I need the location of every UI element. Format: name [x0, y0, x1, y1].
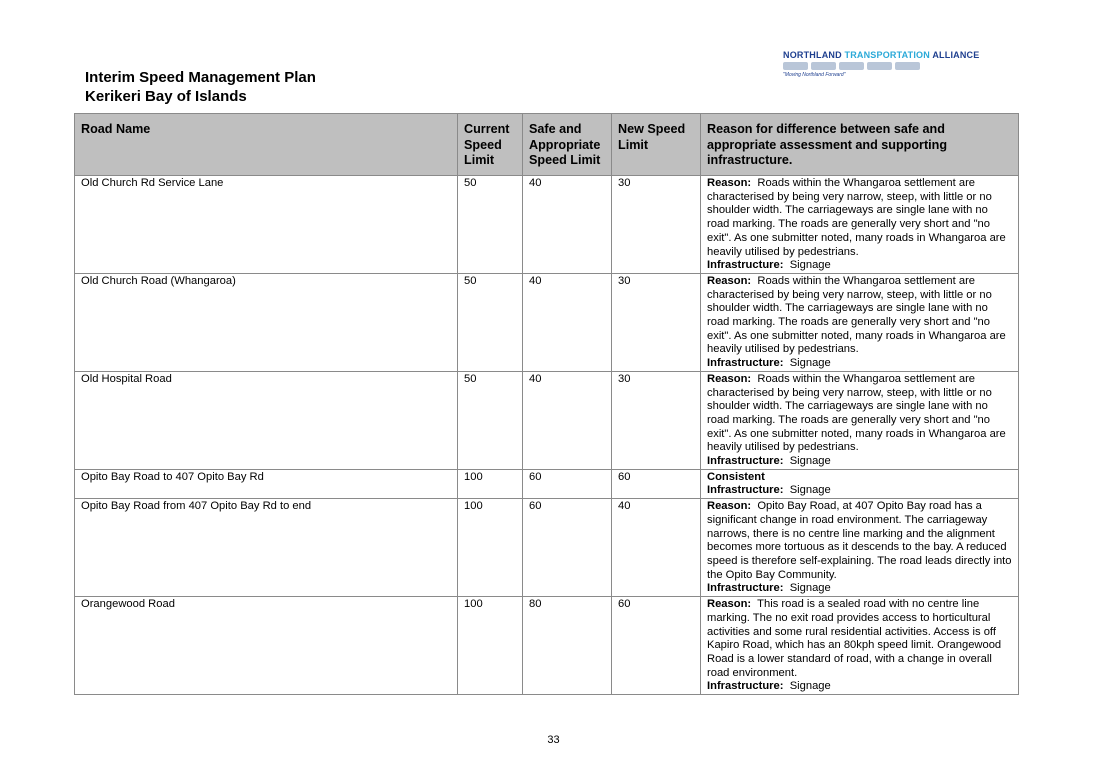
safe-speed-cell: 80: [523, 597, 612, 695]
partner-logo: [811, 62, 836, 70]
column-header-new-speed: New Speed Limit: [612, 114, 701, 176]
road-name-cell: Old Church Rd Service Lane: [75, 176, 458, 274]
road-name-cell: Opito Bay Road from 407 Opito Bay Rd to end: [75, 499, 458, 597]
table-row: [75, 469, 1019, 498]
reason-label: Consistent: [707, 470, 765, 483]
current-speed-cell: 50: [458, 371, 523, 469]
current-speed-cell: 100: [458, 469, 523, 498]
reason-text: Roads within the Whangaroa settlement are characterised by being very narrow, steep, with little or no shoulder width. The carriageways are single lane with no road marking. The roads are generally very short and "no exit". As one submitter noted, many roads in Whangaroa are heavily utilised by pedestrians.: [707, 177, 1006, 258]
reason-label: Reason:: [707, 500, 752, 513]
title-line-1: Interim Speed Management Plan: [85, 69, 316, 86]
reason-text: This road is a sealed road with no centre line marking. The no exit road provides access to horticultural activities and some rural residential activities. Access is off Kapiro Road, which has an 80kph speed limit. Orangewood Road is a lower standard of road, with a change in overall road environment.: [707, 598, 1002, 679]
reason-label: Reason:: [707, 177, 752, 189]
reason-cell: [701, 499, 1019, 597]
table-row: [75, 371, 1019, 469]
new-speed-cell: 30: [612, 371, 701, 469]
table-header-row: [75, 114, 1019, 176]
road-name-cell: Opito Bay Road to 407 Opito Bay Rd: [75, 469, 458, 498]
table-row: [75, 176, 1019, 274]
safe-speed-cell: 40: [523, 273, 612, 371]
table-row: [75, 597, 1019, 695]
reason-label: Reason:: [707, 372, 752, 385]
infrastructure-label: Infrastructure:: [707, 680, 784, 693]
new-speed-cell: 30: [612, 273, 701, 371]
reason-cell: [701, 469, 1019, 498]
infrastructure-text: Signage: [789, 680, 831, 693]
reason-cell: [701, 597, 1019, 695]
new-speed-cell: 40: [612, 499, 701, 597]
infrastructure-label: Infrastructure:: [707, 455, 784, 468]
infrastructure-text: Signage: [789, 455, 831, 468]
current-speed-cell: 50: [458, 176, 523, 274]
partner-logo: [839, 62, 864, 70]
reason-cell: [701, 273, 1019, 371]
reason-cell: [701, 371, 1019, 469]
infrastructure-text: Signage: [789, 582, 831, 595]
safe-speed-cell: 40: [523, 371, 612, 469]
partner-logo: [783, 62, 808, 70]
partner-logos: [783, 62, 953, 70]
road-name-cell: Old Hospital Road: [75, 371, 458, 469]
reason-text: Roads within the Whangaroa settlement are characterised by being very narrow, steep, with little or no shoulder width. The carriageways are single lane with no road marking. The roads are generally very short and "no exit". As one submitter noted, many roads in Whangaroa are heavily utilised by pedestrians.: [707, 274, 1006, 356]
table-row: [75, 273, 1019, 371]
infrastructure-label: Infrastructure:: [707, 259, 784, 272]
road-name-cell: Orangewood Road: [75, 597, 458, 695]
logo-tagline: "Moving Northland Forward": [783, 72, 846, 78]
title-line-2: Kerikeri Bay of Islands: [85, 88, 247, 105]
logo-name-part2: TRANSPORTATION: [844, 50, 930, 60]
page-number: 33: [547, 734, 560, 746]
new-speed-cell: 30: [612, 176, 701, 274]
column-header-safe-speed: Safe and Appropriate Speed Limit: [523, 114, 612, 176]
safe-speed-cell: 40: [523, 176, 612, 274]
logo-name-part3: ALLIANCE: [932, 50, 980, 60]
speed-limit-table: [74, 113, 1019, 695]
road-name-cell: Old Church Road (Whangaroa): [75, 273, 458, 371]
northland-transportation-alliance-logo: [783, 50, 980, 84]
infrastructure-label: Infrastructure:: [707, 484, 784, 497]
partner-logo: [895, 62, 920, 70]
infrastructure-text: Signage: [789, 484, 831, 497]
current-speed-cell: 100: [458, 597, 523, 695]
infrastructure-text: Signage: [789, 259, 831, 272]
current-speed-cell: 100: [458, 499, 523, 597]
document-title: [85, 68, 316, 106]
column-header-current-speed: Current Speed Limit: [458, 114, 523, 176]
logo-name-part1: NORTHLAND: [783, 50, 842, 60]
infrastructure-label: Infrastructure:: [707, 582, 784, 595]
partner-logo: [867, 62, 892, 70]
logo-name: [783, 50, 980, 61]
safe-speed-cell: 60: [523, 499, 612, 597]
new-speed-cell: 60: [612, 597, 701, 695]
reason-cell: [701, 176, 1019, 274]
reason-label: Reason:: [707, 274, 752, 287]
safe-speed-cell: 60: [523, 469, 612, 498]
infrastructure-label: Infrastructure:: [707, 357, 784, 370]
reason-text: Opito Bay Road, at 407 Opito Bay road has a significant change in road environment. The carriageway narrows, there is no centre line marking and the alignment becomes more tortuous as it descends to the bay. A reduced speed is therefore self-explaining. The road leads directly into the Opito Bay Community.: [707, 500, 1012, 581]
column-header-reason: Reason for difference between safe and appropriate assessment and supporting infrastructure.: [701, 114, 1019, 176]
infrastructure-text: Signage: [789, 357, 831, 370]
table-row: [75, 499, 1019, 597]
reason-label: Reason:: [707, 598, 752, 611]
column-header-road-name: Road Name: [75, 114, 458, 176]
reason-text: Roads within the Whangaroa settlement are characterised by being very narrow, steep, with little or no shoulder width. The carriageways are single lane with no road marking. The roads are generally very short and "no exit". As one submitter noted, many roads in Whangaroa are heavily utilised by pedestrians.: [707, 372, 1006, 454]
current-speed-cell: 50: [458, 273, 523, 371]
new-speed-cell: 60: [612, 469, 701, 498]
